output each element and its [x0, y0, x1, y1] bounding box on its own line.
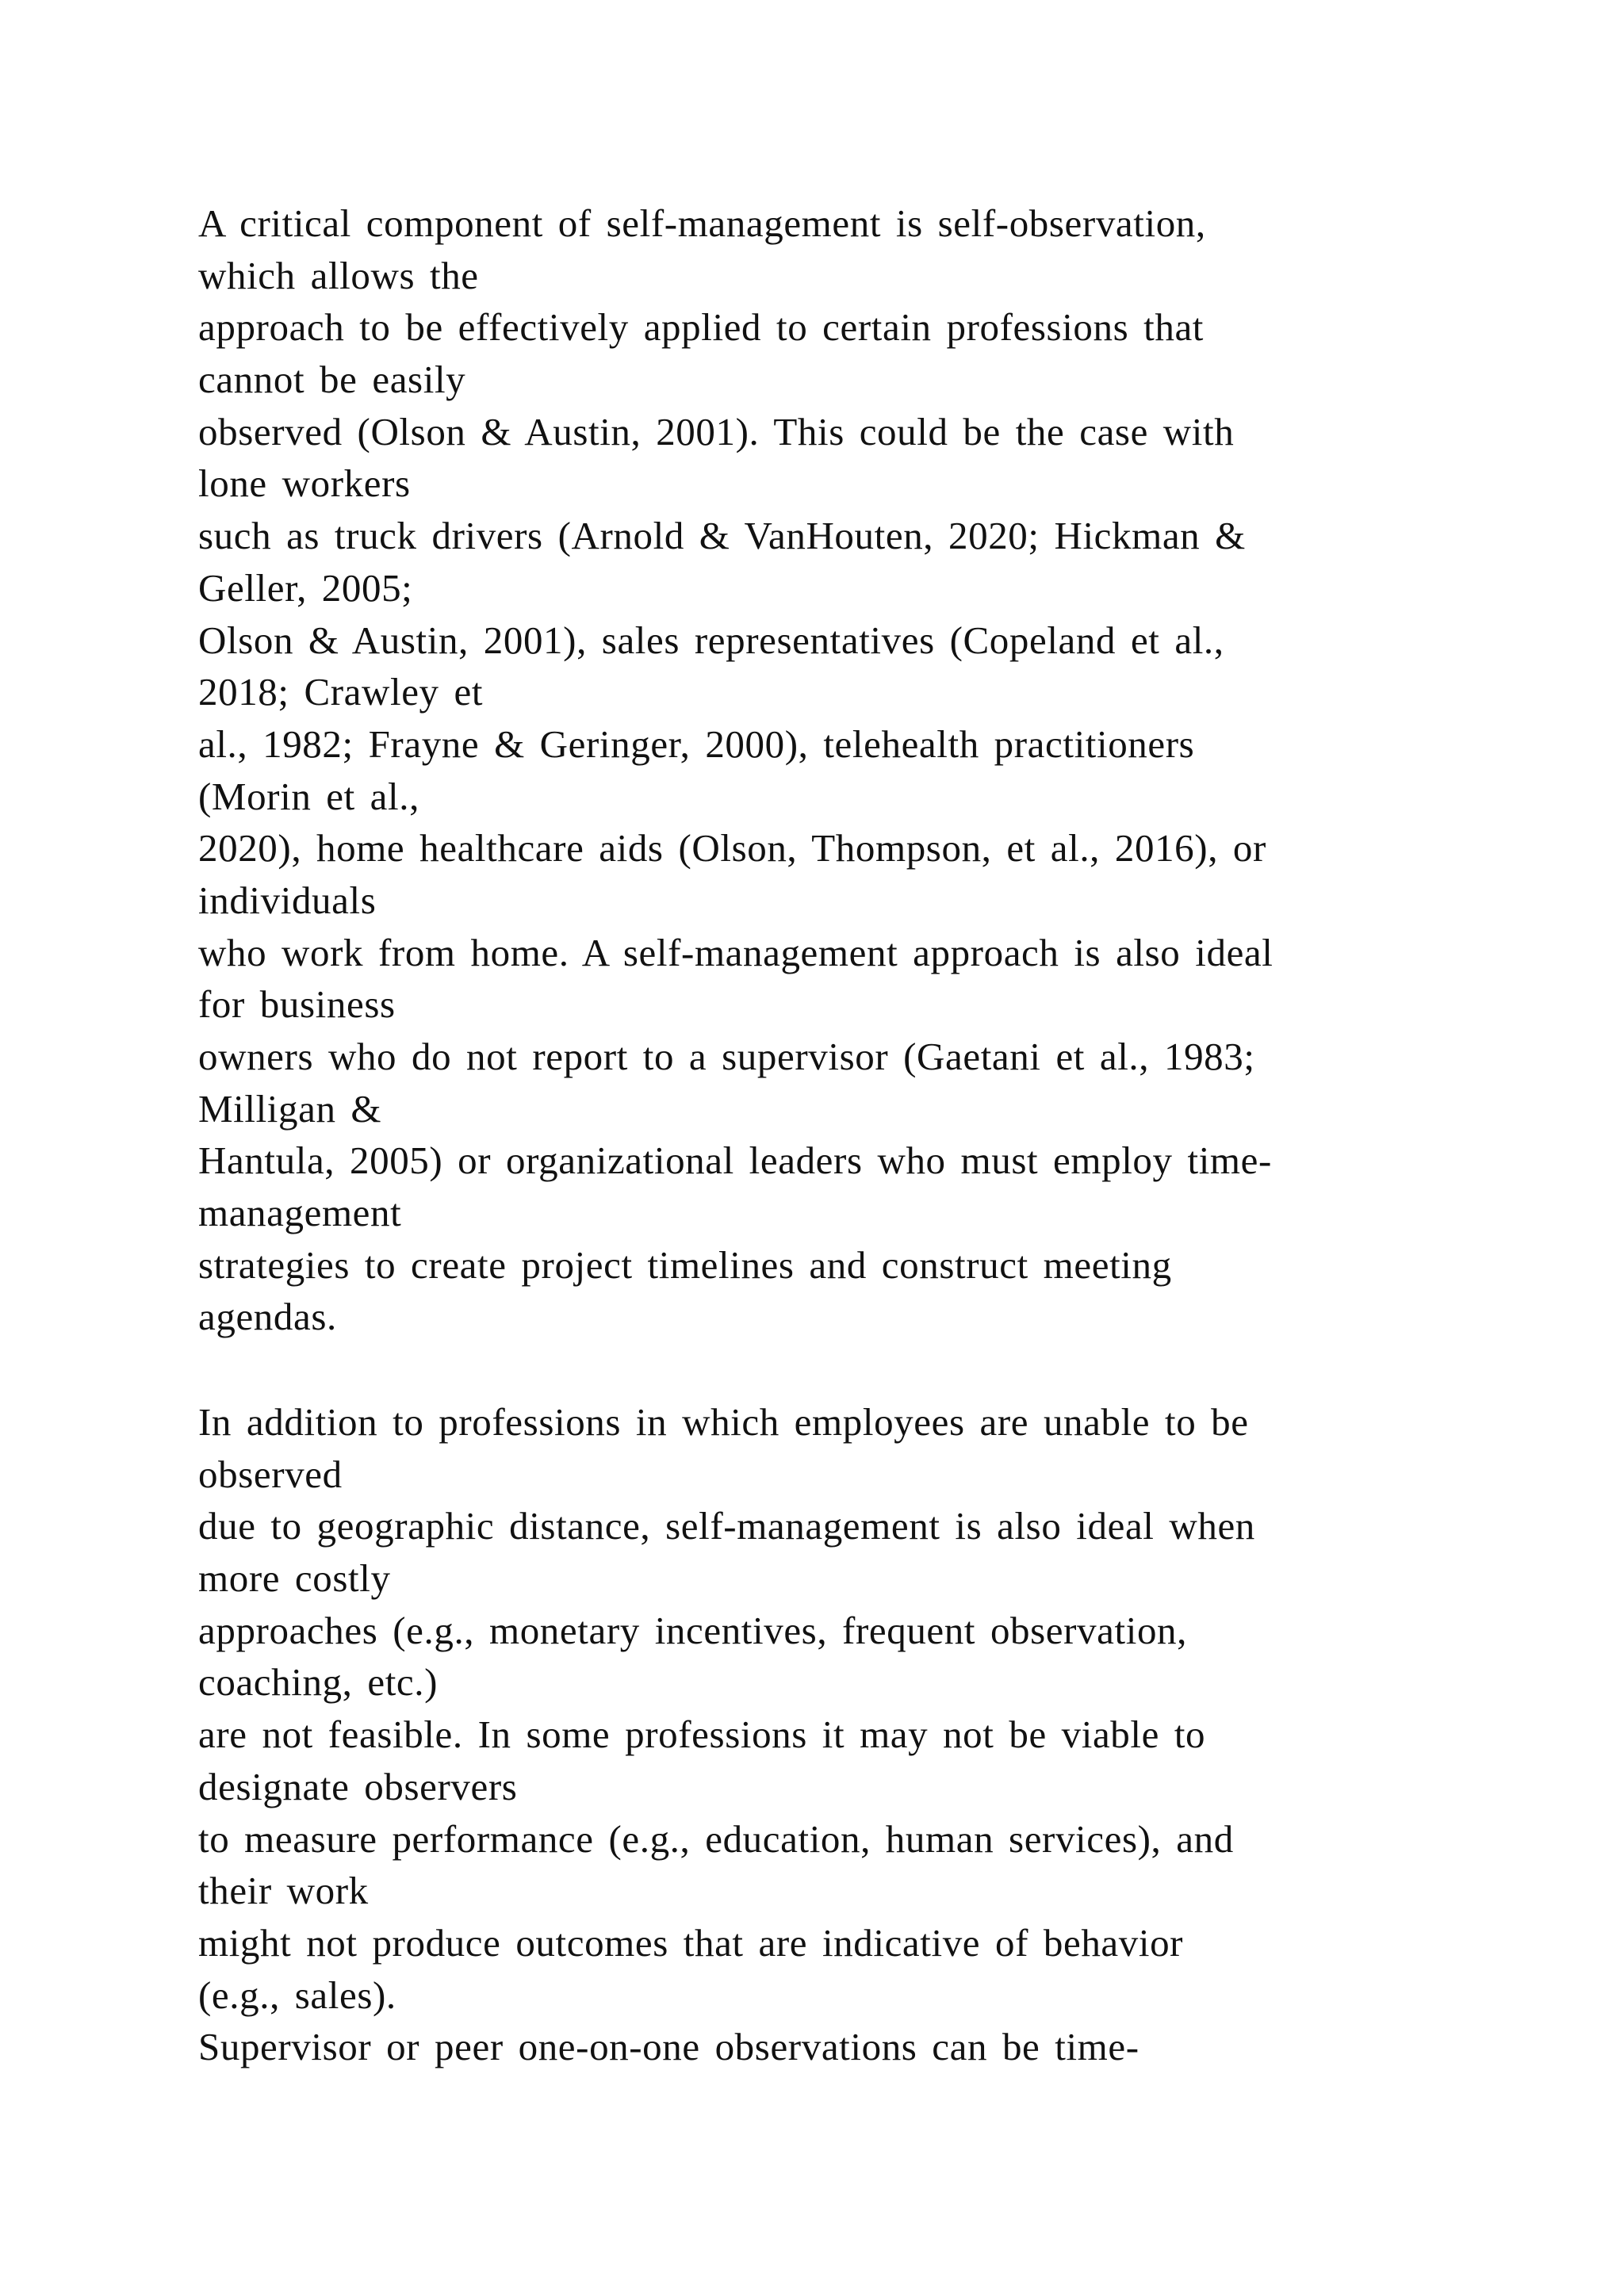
text-line: lone workers: [198, 461, 411, 506]
text-line: designate observers: [198, 1764, 518, 1808]
text-line: (e.g., sales).: [198, 1973, 396, 2017]
paragraph-2: [198, 1396, 1499, 2073]
text-line: Supervisor or peer one-on-one observations can be time-: [198, 2025, 1139, 2069]
text-line: such as truck drivers (Arnold & VanHouten, 2020; Hickman &: [198, 514, 1246, 558]
text-line: cannot be easily: [198, 358, 466, 402]
text-line: strategies to create project timelines and construct meeting: [198, 1242, 1172, 1287]
text-line: al., 1982; Frayne & Geringer, 2000), telehealth practitioners: [198, 721, 1195, 766]
text-line: (Morin et al.,: [198, 774, 419, 818]
text-line: owners who do not report to a supervisor (Gaetani et al., 1983;: [198, 1035, 1255, 1078]
text-line: Geller, 2005;: [198, 565, 413, 610]
text-line: observed (Olson & Austin, 2001). This could be the case with: [198, 409, 1235, 453]
text-line: might not produce outcomes that are indicative of behavior: [198, 1920, 1184, 1965]
text-line: approaches (e.g., monetary incentives, frequent observation,: [198, 1608, 1187, 1652]
text-line: due to geographic distance, self-management is also ideal when: [198, 1504, 1255, 1548]
text-line: management: [198, 1191, 402, 1235]
text-line: who work from home. A self-management approach is also ideal: [198, 930, 1274, 974]
text-line: Hantula, 2005) or organizational leaders who must employ time-: [198, 1138, 1272, 1183]
text-line: Olson & Austin, 2001), sales representatives (Copeland et al.,: [198, 618, 1224, 662]
paragraph-1: [198, 197, 1499, 1343]
text-line: their work: [198, 1869, 369, 1913]
text-line: Milligan &: [198, 1086, 382, 1131]
text-line: to measure performance (e.g., education, human services), and: [198, 1816, 1234, 1861]
text-line: for business: [198, 982, 396, 1027]
text-line: 2020), home healthcare aids (Olson, Thompson, et al., 2016), or: [198, 826, 1266, 871]
text-line: observed: [198, 1452, 343, 1496]
text-line: are not feasible. In some professions it may not be viable to: [198, 1712, 1206, 1757]
text-line: 2018; Crawley et: [198, 670, 484, 714]
text-line: A critical component of self-management is self-observation,: [198, 201, 1206, 245]
text-line: approach to be effectively applied to certain professions that: [198, 305, 1205, 350]
text-line: individuals: [198, 878, 377, 922]
text-line: In addition to professions in which employees are unable to be: [198, 1400, 1249, 1444]
text-line: coaching, etc.): [198, 1660, 439, 1705]
text-line: more costly: [198, 1556, 391, 1601]
text-line: agendas.: [198, 1295, 337, 1339]
text-line: which allows the: [198, 253, 479, 297]
